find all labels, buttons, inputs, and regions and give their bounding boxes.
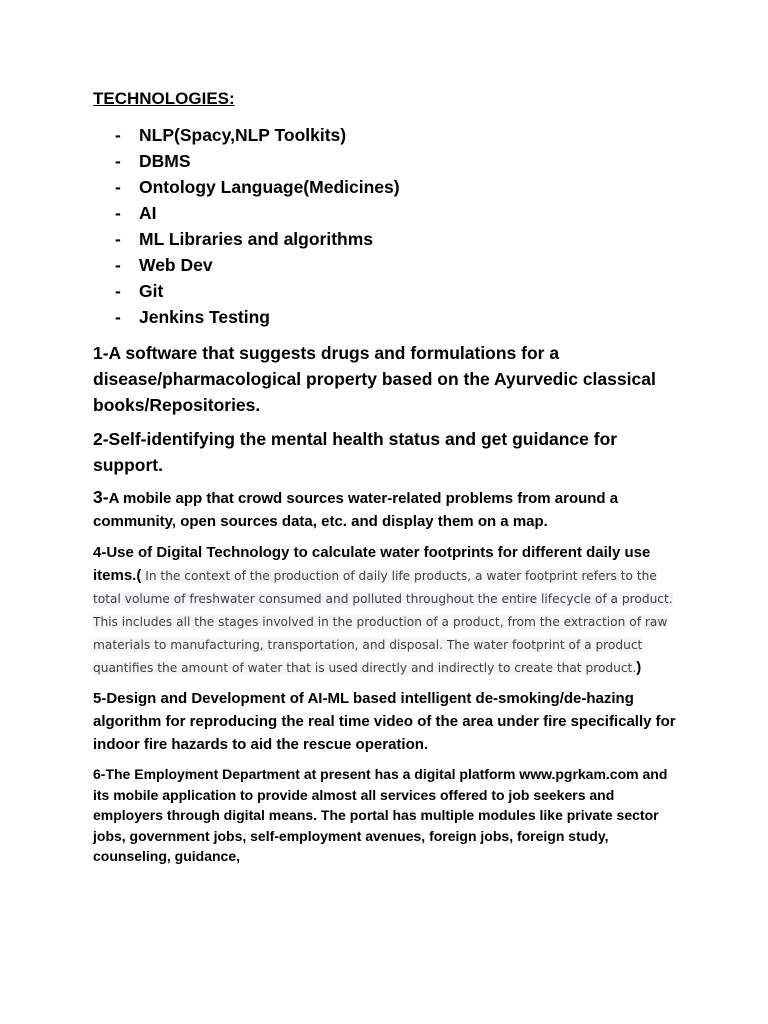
bullet-dash: - <box>115 229 121 249</box>
list-item <box>93 252 683 278</box>
technology-label: Ontology Language(Medicines) <box>139 177 400 197</box>
problem-statement-6: 6-The Employment Department at present has a digital platform www.pgrkam.com and its mobile application to provide almost all services offered to job seekers and employers through digital means. The portal has multiple modules like private sector jobs, government jobs, self-employment avenues, foreign jobs, foreign study, counseling, guidance, <box>93 766 668 864</box>
technologies-heading: TECHNOLOGIES: <box>93 89 235 108</box>
list-item <box>93 122 683 148</box>
statement-text: 4-Use of Digital Technology to calculate water footprints for different daily use items.( <box>93 544 651 584</box>
problem-statement-4 <box>93 541 683 679</box>
statement-note: In the context of the production of daily life products, a water footprint refers to the total volume of freshwater consumed and polluted throughout the entire lifecycle of a product. This includes all the stages involved in the production of a product, from the extraction of raw materials to manufacturing, transportation, and disposal. The water footprint of a product quantifies the amount of water that is used directly and indirectly to create that product. <box>93 569 673 675</box>
list-item <box>93 148 683 174</box>
problem-statement-1: 1-A software that suggests drugs and formulations for a disease/pharmacological property based on the Ayurvedic classical books/Repositories. <box>93 343 656 415</box>
technology-label: Jenkins Testing <box>139 307 270 327</box>
bullet-dash: - <box>115 177 121 197</box>
statement-text: A mobile app that crowd sources water-related problems from around a community, open sources data, etc. and display them on a map. <box>93 490 619 530</box>
technology-label: Web Dev <box>139 255 213 275</box>
bullet-dash: - <box>115 307 121 327</box>
technology-label: Git <box>139 281 164 301</box>
statement-number: 3- <box>93 487 109 507</box>
technology-label: DBMS <box>139 151 191 171</box>
list-item <box>93 200 683 226</box>
bullet-dash: - <box>115 281 121 301</box>
bullet-dash: - <box>115 203 121 223</box>
list-item <box>93 304 683 330</box>
bullet-dash: - <box>115 151 121 171</box>
problem-statement-2: 2-Self-identifying the mental health status and get guidance for support. <box>93 429 618 475</box>
problem-statement-5: 5-Design and Development of AI-ML based intelligent de-smoking/de-hazing algorithm for reproducing the real time video of the area under fire specifically for indoor fire hazards to aid the rescue operation. <box>93 690 676 753</box>
list-item <box>93 278 683 304</box>
closing-parenthesis: ) <box>636 659 642 676</box>
document-page <box>93 88 683 867</box>
bullet-dash: - <box>115 255 121 275</box>
technology-label: ML Libraries and algorithms <box>139 229 374 249</box>
list-item <box>93 226 683 252</box>
problem-statement-3 <box>93 486 683 533</box>
technology-label: AI <box>139 203 157 223</box>
bullet-dash: - <box>115 125 121 145</box>
list-item <box>93 174 683 200</box>
technology-label: NLP(Spacy,NLP Toolkits) <box>139 125 347 145</box>
technologies-list <box>93 122 683 330</box>
